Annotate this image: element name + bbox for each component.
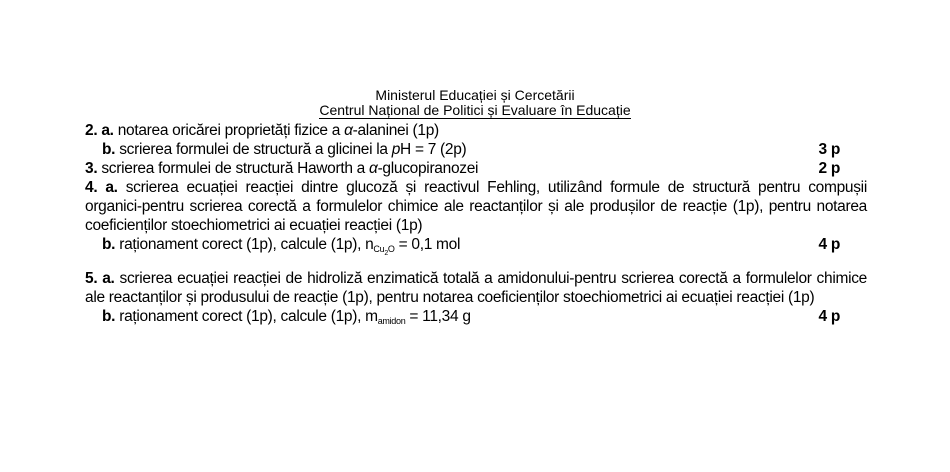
document-header (0, 88, 950, 119)
points-value: 2 p (818, 160, 840, 177)
item-text: scrierea formulei de structură Haworth a (101, 160, 370, 177)
item-number: b. (102, 141, 116, 158)
ministry-name: Ministerul Educației și Cercetării (375, 87, 575, 103)
center-name: Centrul Național de Politici și Evaluare în Educație (319, 102, 631, 118)
item-number: 2. a. (85, 122, 114, 139)
item-5a (85, 269, 867, 307)
item-text: = 11,34 g (405, 308, 471, 325)
item-text: scrierea formulei de structură a glicinei la (119, 141, 392, 158)
item-2b (85, 140, 867, 159)
alpha-symbol: α (344, 122, 353, 139)
item-text: -glucopiranozei (377, 160, 479, 177)
item-4b (85, 235, 867, 263)
item-3 (85, 159, 867, 178)
item-number: b. (102, 308, 116, 325)
subscript-cu2o: Cu2O (373, 244, 395, 257)
item-text: -alaninei (1p) (352, 122, 439, 139)
item-text: scrierea ecuației reacției dintre glucoză și reactivul Fehling, utilizând formule de structură pentru compușii organici-pentru scrierea corectă a formulelor chimice ale reactanților și ale produșilor de reacție (1p), pentru notarea coeficienților stoechiometrici ai ecuației reacției (1p) (85, 179, 867, 234)
ph-p-symbol: p (391, 141, 401, 158)
grading-scheme (85, 121, 867, 331)
item-2a (85, 121, 867, 140)
item-number: 5. a. (85, 270, 115, 287)
alpha-symbol: α (369, 160, 378, 177)
item-5b (85, 307, 867, 331)
points-value: 3 p (818, 141, 840, 158)
item-text: scrierea ecuației reacției de hidroliză enzimatică totală a amidonului-pentru scrierea corectă a formulelor chimice ale reactanților și produsului de reacție (1p), pentru notarea coeficienților stoechiometrici ai ecuației reacției (1p) (85, 270, 867, 306)
item-number: 4. a. (85, 179, 118, 196)
item-4a (85, 178, 867, 235)
points-value: 4 p (818, 236, 840, 253)
item-text: notarea oricărei proprietăți fizice a (117, 122, 345, 139)
item-text: raționament corect (1p), calcule (1p), n (119, 236, 374, 253)
item-text: = 0,1 mol (394, 236, 461, 253)
points-value: 4 p (818, 308, 840, 325)
item-number: b. (102, 236, 116, 253)
item-number: 3. (85, 160, 98, 177)
item-text: H = 7 (2p) (400, 141, 467, 158)
subscript-amidon: amidon (377, 316, 406, 326)
item-text: raționament corect (1p), calcule (1p), m (119, 308, 378, 325)
